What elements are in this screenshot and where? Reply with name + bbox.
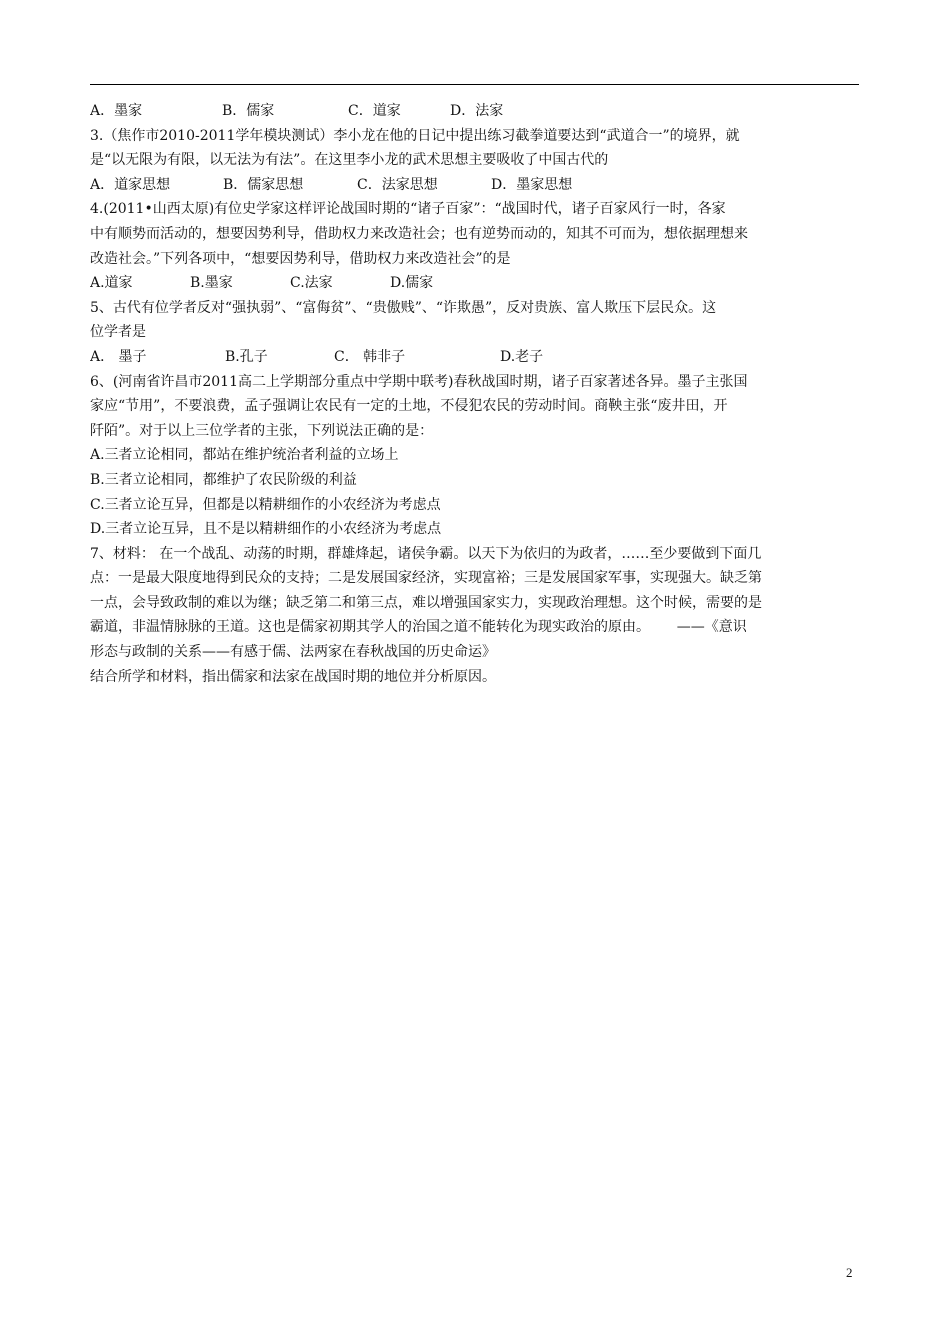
q7-line: 霸道，非温情脉脉的王道。这也是儒家初期其学人的治国之道不能转化为现实政治的原由。 ——《意识 [90, 619, 747, 636]
q4-option-c: C.法家 [290, 275, 333, 292]
q6-option-d: D.三者立论互异，且不是以精耕细作的小农经济为考虑点 [90, 521, 442, 538]
q7-line: 一点，会导致政制的难以为继；缺乏第二和第三点，难以增强国家实力，实现政治理想。这个时候，需要的是 [90, 594, 762, 611]
q2-option-b: B．儒家 [222, 103, 275, 119]
q5-line: 5、古代有位学者反对“强执弱”、“富侮贫”、“贵傲贱”、“诈欺愚”，反对贵族、富人欺压下层民众。这 [90, 299, 717, 316]
q3-line: 是“以无限为有限，以无法为有法”。在这里李小龙的武术思想主要吸收了中国古代的 [90, 152, 609, 169]
q5-line: 位学者是 [90, 324, 146, 341]
q7-line: 7、材料： 在一个战乱、动荡的时期，群雄烽起，诸侯争霸。以天下为依归的为政者，……至少要做到下面几 [90, 545, 762, 562]
q4-line: 4.(2011•山西太原)有位史学家这样评论战国时期的“诸子百家”：“战国时代，诸子百家风行一时，各家 [90, 201, 726, 218]
q3-option-c: C．法家思想 [357, 176, 438, 193]
q7-question: 结合所学和材料，指出儒家和法家在战国时期的地位并分析原因。 [90, 668, 496, 685]
q6-line: 6、(河南省许昌市2011高二上学期部分重点中学期中联考)春秋战国时期，诸子百家著述各异。墨子主张国 [90, 373, 748, 390]
q6-option-b: B.三者立论相同，都维护了农民阶级的利益 [90, 471, 357, 488]
q5-option-b: B.孔子 [225, 348, 268, 365]
q5-option-c: C． 韩非子 [334, 348, 406, 365]
q7-line: 形态与政制的关系——有感于儒、法两家在春秋战国的历史命运》 [90, 644, 496, 661]
q4-line: 中有顺势而活动的，想要因势利导，借助权力来改造社会；也有逆势而动的，知其不可而为，想依据理想来 [90, 225, 748, 242]
question-content [90, 99, 859, 689]
q2-options [90, 99, 859, 124]
q3-option-a: A．道家思想 [90, 176, 171, 193]
q2-option-a: A．墨家 [90, 103, 143, 119]
q6-option-a: A.三者立论相同，都站在维护统治者利益的立场上 [90, 447, 399, 464]
header-rule [90, 84, 859, 85]
q5-options [90, 345, 859, 370]
q4-options [90, 271, 859, 296]
q5-option-a: A． 墨子 [90, 348, 147, 365]
q3-option-d: D．墨家思想 [491, 176, 573, 193]
q5-option-d: D.老子 [500, 348, 544, 365]
q3-options [90, 173, 859, 198]
q3-option-b: B．儒家思想 [223, 176, 304, 193]
q2-option-d: D．法家 [450, 103, 504, 119]
q3-line: 3.（焦作市2010-2011学年模块测试）李小龙在他的日记中提出练习截拳道要达到“武道合一”的境界，就 [90, 127, 740, 144]
q4-line: 改造社会。”下列各项中，“想要因势利导，借助权力来改造社会”的是 [90, 250, 511, 267]
q6-line: 阡陌”。对于以上三位学者的主张，下列说法正确的是： [90, 422, 434, 439]
page-number: 2 [846, 1265, 853, 1280]
q6-option-c: C.三者立论互异，但都是以精耕细作的小农经济为考虑点 [90, 496, 441, 513]
q4-option-d: D.儒家 [390, 275, 434, 292]
q2-option-c: C．道家 [348, 103, 401, 119]
q4-option-b: B.墨家 [190, 275, 233, 292]
q4-option-a: A.道家 [90, 275, 133, 292]
q6-line: 家应“节用”，不要浪费，孟子强调让农民有一定的土地，不侵犯农民的劳动时间。商鞅主张“废井田，开 [90, 398, 728, 415]
q7-line: 点：一是最大限度地得到民众的支持；二是发展国家经济，实现富裕；三是发展国家军事，实现强大。缺乏第 [90, 570, 762, 587]
